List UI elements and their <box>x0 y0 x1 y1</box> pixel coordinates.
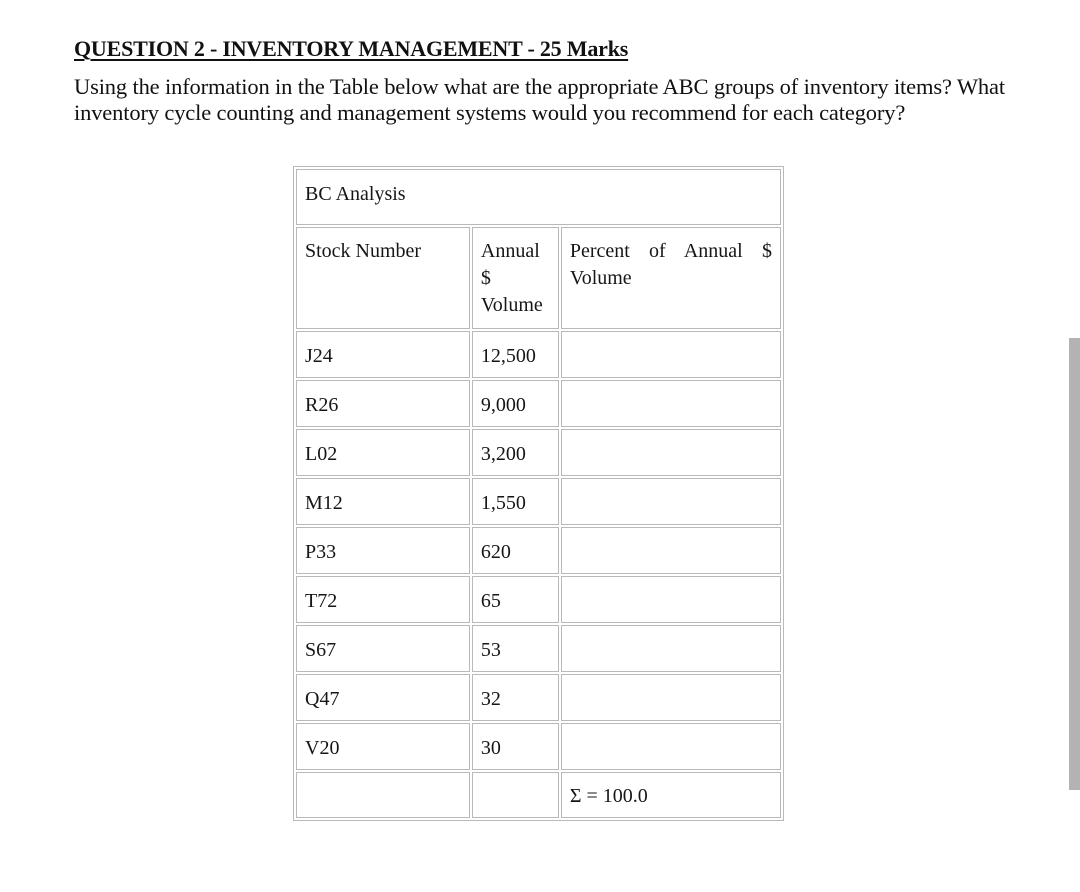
table-row <box>296 478 781 525</box>
table-row <box>296 527 781 574</box>
header-annual-volume: Annual $ Volume <box>472 227 559 329</box>
header-stock-number: Stock Number <box>296 227 470 329</box>
annual-volume-cell: 65 <box>472 576 559 623</box>
annual-volume-cell: 32 <box>472 674 559 721</box>
table-title-row <box>296 169 781 225</box>
stock-number-cell: Q47 <box>296 674 470 721</box>
total-annual-cell <box>472 772 559 818</box>
stock-number-cell: P33 <box>296 527 470 574</box>
table-row <box>296 576 781 623</box>
table-row <box>296 723 781 770</box>
annual-volume-cell: 53 <box>472 625 559 672</box>
table-title: BC Analysis <box>296 169 781 225</box>
total-stock-cell <box>296 772 470 818</box>
percent-volume-cell <box>561 331 781 378</box>
annual-volume-cell: 9,000 <box>472 380 559 427</box>
header-percent-volume: Percent of Annual $ Volume <box>561 227 781 329</box>
annual-volume-cell: 620 <box>472 527 559 574</box>
percent-volume-cell <box>561 674 781 721</box>
stock-number-cell: S67 <box>296 625 470 672</box>
table-total-row <box>296 772 781 818</box>
table-row <box>296 331 781 378</box>
abc-analysis-table <box>293 166 784 821</box>
question-heading: QUESTION 2 - INVENTORY MANAGEMENT - 25 Marks <box>74 36 629 61</box>
table-row <box>296 429 781 476</box>
percent-volume-cell <box>561 429 781 476</box>
stock-number-cell: J24 <box>296 331 470 378</box>
vertical-scrollbar[interactable] <box>1069 338 1080 790</box>
percent-volume-cell <box>561 527 781 574</box>
stock-number-cell: M12 <box>296 478 470 525</box>
annual-volume-cell: 1,550 <box>472 478 559 525</box>
percent-volume-cell <box>561 478 781 525</box>
stock-number-cell: T72 <box>296 576 470 623</box>
percent-volume-cell <box>561 625 781 672</box>
total-percent-cell: Σ = 100.0 <box>561 772 781 818</box>
percent-volume-cell <box>561 380 781 427</box>
stock-number-cell: V20 <box>296 723 470 770</box>
question-prompt: Using the information in the Table below what are the appropriate ABC groups of inventory items? What inventory cycle counting and management systems would you recommend for each category? <box>74 74 1005 125</box>
table-row <box>296 380 781 427</box>
stock-number-cell: L02 <box>296 429 470 476</box>
percent-volume-cell <box>561 576 781 623</box>
table-row <box>296 674 781 721</box>
annual-volume-cell: 3,200 <box>472 429 559 476</box>
stock-number-cell: R26 <box>296 380 470 427</box>
table-header-row <box>296 227 781 329</box>
annual-volume-cell: 30 <box>472 723 559 770</box>
annual-volume-cell: 12,500 <box>472 331 559 378</box>
table-row <box>296 625 781 672</box>
percent-volume-cell <box>561 723 781 770</box>
